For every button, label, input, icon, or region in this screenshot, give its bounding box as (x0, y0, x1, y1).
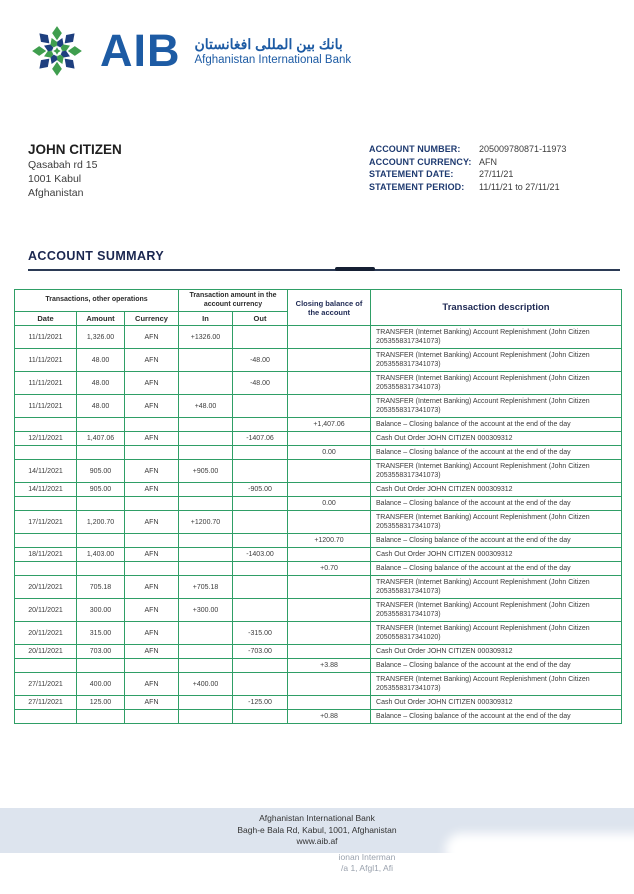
cell-date: 11/11/2021 (15, 372, 77, 395)
bank-logo-text: AIB (100, 25, 181, 76)
bank-brand-header (30, 24, 351, 78)
cell-balance (288, 395, 371, 418)
cell-amount: 125.00 (77, 696, 125, 710)
transaction-row (15, 548, 622, 562)
group-header-transactions: Transactions, other operations (15, 290, 179, 312)
cell-in (179, 696, 233, 710)
cell-balance: +1200.70 (288, 534, 371, 548)
cell-out: -125.00 (233, 696, 288, 710)
group-header-description: Transaction description (371, 290, 622, 326)
cell-currency (125, 562, 179, 576)
cell-date: 14/11/2021 (15, 483, 77, 497)
cell-date: 20/11/2021 (15, 599, 77, 622)
account-summary-heading: ACCOUNT SUMMARY (28, 249, 165, 263)
cell-description: Balance – Closing balance of the account at the end of the day (371, 497, 622, 511)
cell-amount: 705.18 (77, 576, 125, 599)
cell-description: Cash Out Order JOHN CITIZEN 000309312 (371, 432, 622, 446)
aib-rosette-logo-icon (30, 24, 84, 78)
cell-date (15, 418, 77, 432)
cell-in (179, 534, 233, 548)
cell-amount: 315.00 (77, 622, 125, 645)
cell-in (179, 622, 233, 645)
cell-currency: AFN (125, 576, 179, 599)
cell-in: +1200.70 (179, 511, 233, 534)
transaction-row (15, 418, 622, 432)
cell-date (15, 659, 77, 673)
cell-currency (125, 659, 179, 673)
cell-description: TRANSFER (Internet Banking) Account Replenishment (John Citizen 2053558317341073) (371, 372, 622, 395)
cell-in (179, 659, 233, 673)
cell-out: -48.00 (233, 349, 288, 372)
cell-balance (288, 548, 371, 562)
transaction-row (15, 483, 622, 497)
cell-date: 14/11/2021 (15, 460, 77, 483)
cell-currency: AFN (125, 622, 179, 645)
account-number-row (369, 143, 566, 156)
statement-date-label: STATEMENT DATE: (369, 169, 454, 179)
cell-description: Balance – Closing balance of the account at the end of the day (371, 710, 622, 724)
customer-address-block (28, 141, 122, 200)
statement-period-label: STATEMENT PERIOD: (369, 181, 465, 192)
transaction-row (15, 673, 622, 696)
cell-description: Cash Out Order JOHN CITIZEN 000309312 (371, 483, 622, 497)
cell-date: 11/11/2021 (15, 326, 77, 349)
cell-date: 20/11/2021 (15, 645, 77, 659)
group-header-amount-in-currency: Transaction amount in the account currency (179, 290, 288, 312)
cell-currency: AFN (125, 372, 179, 395)
customer-address-line3: Afghanistan (28, 187, 84, 199)
cell-out (233, 562, 288, 576)
cell-balance: 0.00 (288, 497, 371, 511)
footer-bank-address: Bagh-e Bala Rd, Kabul, 1001, Afghanistan (237, 824, 397, 835)
cell-out (233, 534, 288, 548)
cell-amount: 400.00 (77, 673, 125, 696)
cell-balance: +0.88 (288, 710, 371, 724)
transaction-row (15, 446, 622, 460)
cell-in (179, 446, 233, 460)
transaction-row (15, 349, 622, 372)
cell-description: Balance – Closing balance of the account at the end of the day (371, 659, 622, 673)
statement-period-row (369, 181, 566, 194)
bank-name-arabic: بانك بين المللى افغانستان (194, 35, 343, 52)
transaction-row (15, 326, 622, 349)
cell-in (179, 418, 233, 432)
transactions-table (14, 289, 622, 724)
cell-out (233, 576, 288, 599)
cell-balance (288, 432, 371, 446)
cell-amount (77, 418, 125, 432)
cell-balance (288, 511, 371, 534)
cell-balance (288, 645, 371, 659)
customer-address-line2: 1001 Kabul (28, 173, 82, 185)
cell-currency: AFN (125, 395, 179, 418)
transactions-body (15, 326, 622, 724)
cell-description: Balance – Closing balance of the account at the end of the day (371, 562, 622, 576)
transaction-row (15, 659, 622, 673)
customer-name: JOHN CITIZEN (28, 142, 122, 157)
cell-date (15, 446, 77, 460)
footer-ghost-text (50, 852, 634, 874)
cell-in (179, 372, 233, 395)
cell-currency: AFN (125, 349, 179, 372)
customer-address-line1: Qasabah rd 15 (28, 159, 98, 171)
cell-amount: 905.00 (77, 460, 125, 483)
cell-date (15, 710, 77, 724)
cell-currency: AFN (125, 548, 179, 562)
cell-balance (288, 349, 371, 372)
cell-out (233, 460, 288, 483)
cell-in (179, 710, 233, 724)
cell-balance (288, 326, 371, 349)
cell-out: -703.00 (233, 645, 288, 659)
cell-in: +705.18 (179, 576, 233, 599)
cell-description: TRANSFER (Internet Banking) Account Replenishment (John Citizen 2053558317341073) (371, 326, 622, 349)
cell-date: 12/11/2021 (15, 432, 77, 446)
cell-balance: +1,407.06 (288, 418, 371, 432)
cell-description: Balance – Closing balance of the account at the end of the day (371, 446, 622, 460)
footer-ghost-line2: /a 1, Afgl1, Afi (341, 863, 393, 873)
cell-in (179, 562, 233, 576)
cell-out (233, 418, 288, 432)
transaction-row (15, 534, 622, 548)
cell-balance (288, 673, 371, 696)
section-rule-dark-segment (335, 267, 375, 271)
account-currency-row (369, 156, 566, 169)
cell-in (179, 645, 233, 659)
cell-amount: 300.00 (77, 599, 125, 622)
cell-balance: +0.70 (288, 562, 371, 576)
cell-description: Balance – Closing balance of the account at the end of the day (371, 418, 622, 432)
cell-out (233, 446, 288, 460)
cell-in: +1326.00 (179, 326, 233, 349)
cell-in (179, 432, 233, 446)
statement-date-row (369, 168, 566, 181)
account-currency-label: ACCOUNT CURRENCY: (369, 156, 472, 167)
transaction-row (15, 497, 622, 511)
cell-description: TRANSFER (Internet Banking) Account Replenishment (John Citizen 2053558317341073) (371, 395, 622, 418)
cell-balance (288, 599, 371, 622)
account-info-block (369, 143, 566, 193)
cell-description: Balance – Closing balance of the account at the end of the day (371, 534, 622, 548)
footer-bank-name: Afghanistan International Bank (259, 813, 375, 823)
account-number-label: ACCOUNT NUMBER: (369, 144, 461, 154)
account-currency-value: AFN (479, 156, 497, 167)
cell-out (233, 395, 288, 418)
col-header-in: In (179, 312, 233, 326)
cell-description: Cash Out Order JOHN CITIZEN 000309312 (371, 645, 622, 659)
cell-date: 27/11/2021 (15, 696, 77, 710)
cell-description: Cash Out Order JOHN CITIZEN 000309312 (371, 696, 622, 710)
cell-balance (288, 483, 371, 497)
transaction-row (15, 395, 622, 418)
cell-out: -1403.00 (233, 548, 288, 562)
cell-amount (77, 497, 125, 511)
cell-description: TRANSFER (Internet Banking) Account Replenishment (John Citizen 2053558317341073) (371, 673, 622, 696)
cell-currency: AFN (125, 645, 179, 659)
cell-currency (125, 710, 179, 724)
cell-in: +300.00 (179, 599, 233, 622)
cell-amount: 48.00 (77, 349, 125, 372)
cell-description: TRANSFER (Internet Banking) Account Replenishment (John Citizen 2053558317341073) (371, 349, 622, 372)
col-header-amount: Amount (77, 312, 125, 326)
transaction-row (15, 511, 622, 534)
cell-out (233, 497, 288, 511)
cell-description: Cash Out Order JOHN CITIZEN 000309312 (371, 548, 622, 562)
cell-amount: 1,403.00 (77, 548, 125, 562)
cell-in (179, 349, 233, 372)
cell-description: TRANSFER (Internet Banking) Account Replenishment (John Citizen 2053558317341073) (371, 511, 622, 534)
cell-out: -315.00 (233, 622, 288, 645)
cell-currency: AFN (125, 460, 179, 483)
cell-balance: 0.00 (288, 446, 371, 460)
cell-amount: 905.00 (77, 483, 125, 497)
footer-ghost-line1: ionan Interman (338, 852, 396, 862)
cell-balance (288, 460, 371, 483)
transaction-row (15, 460, 622, 483)
statement-period-value: 11/11/21 to 27/11/21 (479, 181, 560, 192)
cell-date: 17/11/2021 (15, 511, 77, 534)
bank-name-english: Afghanistan International Bank (194, 53, 352, 66)
cell-out (233, 710, 288, 724)
cell-balance (288, 576, 371, 599)
group-header-closing-balance: Closing balance of the account (288, 290, 371, 326)
section-rule (28, 269, 620, 271)
cell-out: -48.00 (233, 372, 288, 395)
cell-amount: 48.00 (77, 395, 125, 418)
cell-balance: +3.88 (288, 659, 371, 673)
cell-currency: AFN (125, 326, 179, 349)
cell-currency: AFN (125, 432, 179, 446)
transaction-row (15, 710, 622, 724)
statement-date-value: 27/11/21 (479, 169, 514, 179)
cell-description: TRANSFER (Internet Banking) Account Replenishment (John Citizen 2053558317341073) (371, 460, 622, 483)
col-header-out: Out (233, 312, 288, 326)
cell-balance (288, 696, 371, 710)
cell-date (15, 497, 77, 511)
cell-in: +905.00 (179, 460, 233, 483)
cell-description: TRANSFER (Internet Banking) Account Replenishment (John Citizen 2050558317341020) (371, 622, 622, 645)
transaction-row (15, 645, 622, 659)
cell-out: -905.00 (233, 483, 288, 497)
cell-balance (288, 622, 371, 645)
transaction-row (15, 372, 622, 395)
col-header-date: Date (15, 312, 77, 326)
transaction-row (15, 622, 622, 645)
cell-out (233, 599, 288, 622)
col-header-currency: Currency (125, 312, 179, 326)
cell-currency: AFN (125, 673, 179, 696)
cell-currency (125, 534, 179, 548)
transactions-table-header (15, 290, 622, 326)
cell-date (15, 562, 77, 576)
cell-out (233, 659, 288, 673)
cell-balance (288, 372, 371, 395)
cell-amount: 1,200.70 (77, 511, 125, 534)
cell-out (233, 673, 288, 696)
cell-description: TRANSFER (Internet Banking) Account Replenishment (John Citizen 2053558317341073) (371, 576, 622, 599)
cell-currency: AFN (125, 696, 179, 710)
cell-currency: AFN (125, 483, 179, 497)
cell-in (179, 483, 233, 497)
transaction-row (15, 562, 622, 576)
cell-amount (77, 710, 125, 724)
cell-date (15, 534, 77, 548)
cell-currency (125, 418, 179, 432)
account-number-value: 205009780871-11973 (479, 144, 567, 154)
transaction-row (15, 576, 622, 599)
cell-in: +48.00 (179, 395, 233, 418)
cell-date: 20/11/2021 (15, 622, 77, 645)
transaction-row (15, 696, 622, 710)
cell-date: 20/11/2021 (15, 576, 77, 599)
transaction-row (15, 599, 622, 622)
cell-description: TRANSFER (Internet Banking) Account Replenishment (John Citizen 2053558317341073) (371, 599, 622, 622)
cell-in (179, 548, 233, 562)
cell-out (233, 511, 288, 534)
bank-name-block (195, 35, 352, 68)
cell-date: 27/11/2021 (15, 673, 77, 696)
cell-amount: 48.00 (77, 372, 125, 395)
cell-amount: 1,407.06 (77, 432, 125, 446)
footer-website-link[interactable]: www.aib.af (296, 836, 338, 846)
cell-amount (77, 534, 125, 548)
cell-currency: AFN (125, 599, 179, 622)
cell-amount (77, 446, 125, 460)
cell-currency (125, 497, 179, 511)
cell-date: 11/11/2021 (15, 349, 77, 372)
cell-in: +400.00 (179, 673, 233, 696)
cell-out: -1407.06 (233, 432, 288, 446)
cell-date: 11/11/2021 (15, 395, 77, 418)
cell-currency: AFN (125, 511, 179, 534)
cell-amount (77, 562, 125, 576)
cell-currency (125, 446, 179, 460)
cell-date: 18/11/2021 (15, 548, 77, 562)
cell-amount (77, 659, 125, 673)
cell-in (179, 497, 233, 511)
transaction-row (15, 432, 622, 446)
cell-out (233, 326, 288, 349)
cell-amount: 1,326.00 (77, 326, 125, 349)
cell-amount: 703.00 (77, 645, 125, 659)
